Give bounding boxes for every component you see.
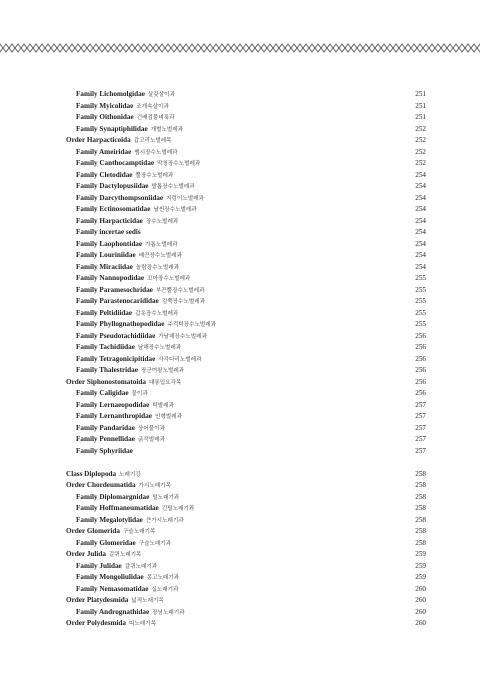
decorative-wave-border [0, 0, 480, 60]
page-number: 256 [415, 354, 426, 363]
page-number: 258 [415, 538, 426, 547]
taxon-latin-name: Family incertae sedis [76, 228, 141, 236]
taxon-korean-name: 갈퀴노래기과 [124, 563, 158, 570]
toc-row-family [66, 561, 426, 573]
taxon-korean-name: 부끈뿔장수노벌레과 [155, 287, 205, 294]
taxon-latin-name: Family Andrognathidae [76, 607, 150, 616]
taxon-korean-name: 뿔장수노벌레과 [135, 172, 174, 179]
toc-row-family [66, 354, 426, 366]
page-number: 254 [415, 170, 426, 179]
taxon-korean-name: 노래기강 [119, 471, 141, 478]
taxon-korean-name: 가톱노벌레과 [145, 241, 178, 248]
taxon-latin-name: Family Peltidiidae [76, 308, 133, 317]
page-number: 251 [415, 101, 426, 110]
page-number: 257 [415, 435, 426, 443]
page-number: 254 [415, 205, 426, 213]
taxon-korean-name: 갑옷장수노벌레과 [135, 310, 179, 317]
page-number: 258 [415, 515, 426, 524]
taxon-korean-name: 대롱입요각목 [148, 379, 182, 386]
toc-entry [76, 227, 141, 239]
toc-entry [66, 618, 156, 631]
taxon-latin-name: Family Lernaeopodidae [76, 400, 150, 409]
taxon-latin-name: Family Pandaridae [76, 423, 135, 432]
toc-row-family [66, 572, 426, 584]
toc-entry [76, 446, 133, 458]
toc-row-family [66, 250, 426, 262]
page-number: 256 [415, 389, 426, 397]
taxon-latin-name: Family Darcythompsoniidae [76, 193, 164, 202]
taxon-latin-name: Family Mongoliulidae [76, 573, 144, 581]
page-number: 255 [415, 274, 426, 282]
toc-row-family [66, 538, 426, 550]
taxon-korean-name: 지렁이노벌레과 [166, 195, 204, 202]
page-number: 259 [415, 573, 426, 581]
taxon-latin-name: Family Lichomolgidae [76, 90, 145, 98]
taxon-latin-name: Family Cletodidae [76, 170, 133, 179]
page-number: 260 [415, 607, 426, 616]
page-number: 251 [415, 90, 426, 98]
taxon-korean-name: 남해장수노벌레과 [137, 345, 182, 351]
taxon-korean-name: 긴배검물벼룩과 [136, 115, 175, 121]
taxon-korean-name: 놀람장수노벌레과 [135, 264, 180, 271]
taxon-latin-name: Family Diplomargnidae [76, 492, 150, 501]
page-number: 259 [415, 550, 426, 558]
page-number: 254 [415, 262, 426, 271]
toc-row-order [66, 377, 426, 389]
page-number: 255 [415, 308, 426, 317]
taxon-latin-name: Family Dactylopusiidae [76, 182, 149, 190]
table-of-contents [66, 89, 426, 630]
taxon-korean-name: 가시노래기목 [138, 483, 171, 489]
toc-row-family [66, 227, 426, 239]
toc-row-family [66, 308, 426, 320]
page-number: 252 [415, 159, 426, 167]
toc-row-order [66, 549, 426, 561]
toc-row-family [66, 181, 426, 193]
taxon-korean-name: 턱벌레과 [152, 402, 174, 409]
page-number: 258 [415, 481, 426, 489]
toc-row-family [66, 170, 426, 182]
taxon-latin-name: Family Ectinosomatidae [76, 205, 151, 213]
taxon-latin-name: Order Harpacticoida [66, 136, 131, 144]
page-number: 256 [415, 366, 426, 374]
toc-row-family [66, 89, 426, 101]
taxon-latin-name: Order Siphonostomatoida [66, 377, 146, 386]
toc-row-family [66, 584, 426, 596]
toc-row-family [66, 204, 426, 216]
toc-row-family [66, 607, 426, 619]
page-number: 258 [415, 527, 426, 535]
taxon-latin-name: Family Pennellidae [76, 435, 135, 443]
taxon-latin-name: Family Miraciidae [76, 262, 133, 271]
toc-row-family [66, 411, 426, 423]
page-number: 256 [415, 331, 426, 340]
page-number: 257 [415, 446, 426, 455]
taxon-latin-name: Family Tachidiidae [76, 343, 135, 351]
taxon-latin-name: Family Myicolidae [76, 101, 134, 110]
page-number: 260 [415, 596, 426, 604]
taxon-korean-name: 개벌노벌레과 [150, 126, 184, 133]
page-number: 254 [415, 216, 426, 225]
toc-row-order [66, 595, 426, 607]
toc-row-family [66, 296, 426, 308]
page-number: 251 [415, 113, 426, 121]
toc-row-family [66, 147, 426, 159]
toc-row-family [66, 515, 426, 527]
taxon-korean-name: 꼬마장수노벌레과 [147, 276, 191, 282]
toc-row-family [66, 273, 426, 285]
taxon-korean-name: 가남해장수노벌레과 [158, 333, 207, 340]
taxon-latin-name: Order Chordeumatida [66, 481, 136, 489]
taxon-latin-name: Family Ameiridae [76, 147, 132, 156]
toc-row-family [66, 503, 426, 515]
taxon-korean-name: 살갗살이과 [147, 92, 175, 98]
page-number: 260 [415, 584, 426, 593]
taxon-latin-name: Family Julidae [76, 561, 122, 570]
taxon-korean-name: 장수노벌레과 [145, 218, 179, 225]
taxon-latin-name: Family Oithonidae [76, 113, 134, 121]
taxon-korean-name: 발톱장수노벌레과 [151, 184, 195, 190]
taxon-korean-name: 물이과 [131, 391, 148, 397]
page-number: 258 [415, 504, 426, 512]
taxon-latin-name: Family Caligidae [76, 389, 129, 397]
taxon-korean-name: 뱀시장수노벌레과 [134, 149, 178, 156]
toc-row-order [66, 618, 426, 630]
toc-row-family [66, 342, 426, 354]
taxon-korean-name: 띠노래기목 [128, 621, 156, 627]
taxon-korean-name: 날씬장수노벌레과 [153, 207, 197, 213]
taxon-latin-name: Family Laophontidae [76, 239, 143, 248]
toc-row-family [66, 492, 426, 504]
taxon-korean-name: 막청장수노벌레과 [157, 161, 201, 167]
taxon-latin-name: Family Paramesochridae [76, 285, 153, 294]
taxon-latin-name: Family Nemasomatidae [76, 584, 149, 593]
toc-row-family [66, 158, 426, 170]
taxon-korean-name: 장군여왕노벌레과 [140, 368, 185, 374]
toc-row-family [66, 434, 426, 446]
page-number: 257 [415, 412, 426, 420]
toc-row-family [66, 239, 426, 251]
taxon-korean-name: 긁작벌레과 [137, 437, 165, 443]
page-number: 257 [415, 400, 426, 409]
toc-row-family [66, 285, 426, 297]
toc-row-family [66, 331, 426, 343]
taxon-latin-name: Family Harpacticidae [76, 216, 143, 225]
toc-row-family [66, 124, 426, 136]
taxon-korean-name: 상어물이과 [137, 425, 165, 432]
page-number: 259 [415, 561, 426, 570]
taxon-korean-name: 조개속살이과 [136, 103, 169, 110]
taxon-korean-name: 실노래기과 [151, 586, 179, 593]
taxon-latin-name: Family Nannopodidae [76, 274, 145, 282]
toc-row-family [66, 423, 426, 435]
taxon-korean-name: 사각다리노벌레과 [158, 356, 202, 363]
taxon-latin-name: Family Pseudotachidiidae [76, 331, 156, 340]
toc-row-family [66, 193, 426, 205]
page-number: 260 [415, 619, 426, 627]
taxon-korean-name: 주걱턱장수노벌레과 [167, 322, 217, 328]
taxon-korean-name: 김쭉장수노벌레과 [161, 299, 206, 305]
page-number: 254 [415, 228, 426, 236]
toc-row-family [66, 319, 426, 331]
page-number: 258 [415, 469, 426, 478]
taxon-latin-name: Family Thalestridae [76, 366, 138, 374]
taxon-latin-name: Family Megalotylidae [76, 515, 143, 524]
page-number: 254 [415, 239, 426, 248]
taxon-latin-name: Family Tetragonicipitidae [76, 354, 156, 363]
toc-row-order [66, 135, 426, 147]
taxon-latin-name: Family Glomeridae [76, 538, 136, 547]
taxon-latin-name: Order Platydesmida [66, 596, 129, 604]
taxon-korean-name: 인형벌레과 [154, 414, 182, 420]
page-number: 254 [415, 251, 426, 259]
toc-row-order [66, 469, 426, 481]
taxon-korean-name: 배끈장수노벌레과 [138, 253, 182, 259]
taxon-latin-name: Family Hoffmaneumatidae [76, 504, 159, 512]
taxon-latin-name: Order Polydesmida [66, 619, 126, 627]
taxon-latin-name: Family Louriniidae [76, 251, 136, 259]
taxon-latin-name: Family Canthocamptidae [76, 159, 155, 167]
taxon-latin-name: Family Parastenocarididae [76, 297, 159, 305]
taxon-korean-name: 넓적노래기목 [131, 598, 164, 604]
taxon-korean-name: 털노래기과 [152, 494, 180, 501]
taxon-korean-name: 몽고노래기과 [146, 575, 180, 581]
toc-row-family [66, 388, 426, 400]
toc-row-family [66, 446, 426, 458]
taxon-korean-name: 갈퀴노래기목 [109, 552, 142, 558]
toc-group [66, 89, 426, 457]
taxon-korean-name: 긴털노래기과 [161, 506, 195, 512]
taxon-latin-name: Order Glomerida [66, 527, 120, 535]
taxon-korean-name: 큰가시노래기과 [145, 517, 184, 524]
toc-row-family [66, 365, 426, 377]
taxon-latin-name: Family Sphyriidae [76, 446, 133, 455]
toc-row-family [66, 262, 426, 274]
page-number: 255 [415, 285, 426, 294]
page-number: 256 [415, 377, 426, 386]
toc-group [66, 469, 426, 630]
page-number: 252 [415, 136, 426, 144]
toc-row-family [66, 112, 426, 124]
toc-row-family [66, 400, 426, 412]
taxon-latin-name: Family Phyllognathopodidae [76, 320, 165, 328]
taxon-korean-name: 구슬노래기과 [138, 540, 172, 547]
taxon-latin-name: Order Julida [66, 550, 107, 558]
taxon-korean-name: 갑고리노벌레목 [133, 138, 172, 144]
taxon-latin-name: Class Diplopoda [66, 469, 117, 478]
taxon-korean-name: 구슬노래기목 [122, 529, 156, 535]
page-number: 255 [415, 297, 426, 305]
page-number: 254 [415, 182, 426, 190]
page-number: 257 [415, 423, 426, 432]
toc-row-family [66, 216, 426, 228]
page-number: 252 [415, 124, 426, 133]
toc-row-family [66, 101, 426, 113]
page-number: 252 [415, 147, 426, 156]
page-number: 255 [415, 320, 426, 328]
toc-row-order [66, 480, 426, 492]
taxon-korean-name: 장님노래기과 [152, 609, 185, 616]
toc-row-order [66, 526, 426, 538]
taxon-latin-name: Family Synaptiphilidae [76, 124, 148, 133]
page-number: 256 [415, 343, 426, 351]
page-number: 258 [415, 492, 426, 501]
page-number: 254 [415, 193, 426, 202]
taxon-latin-name: Family Lernanthropidae [76, 412, 152, 420]
